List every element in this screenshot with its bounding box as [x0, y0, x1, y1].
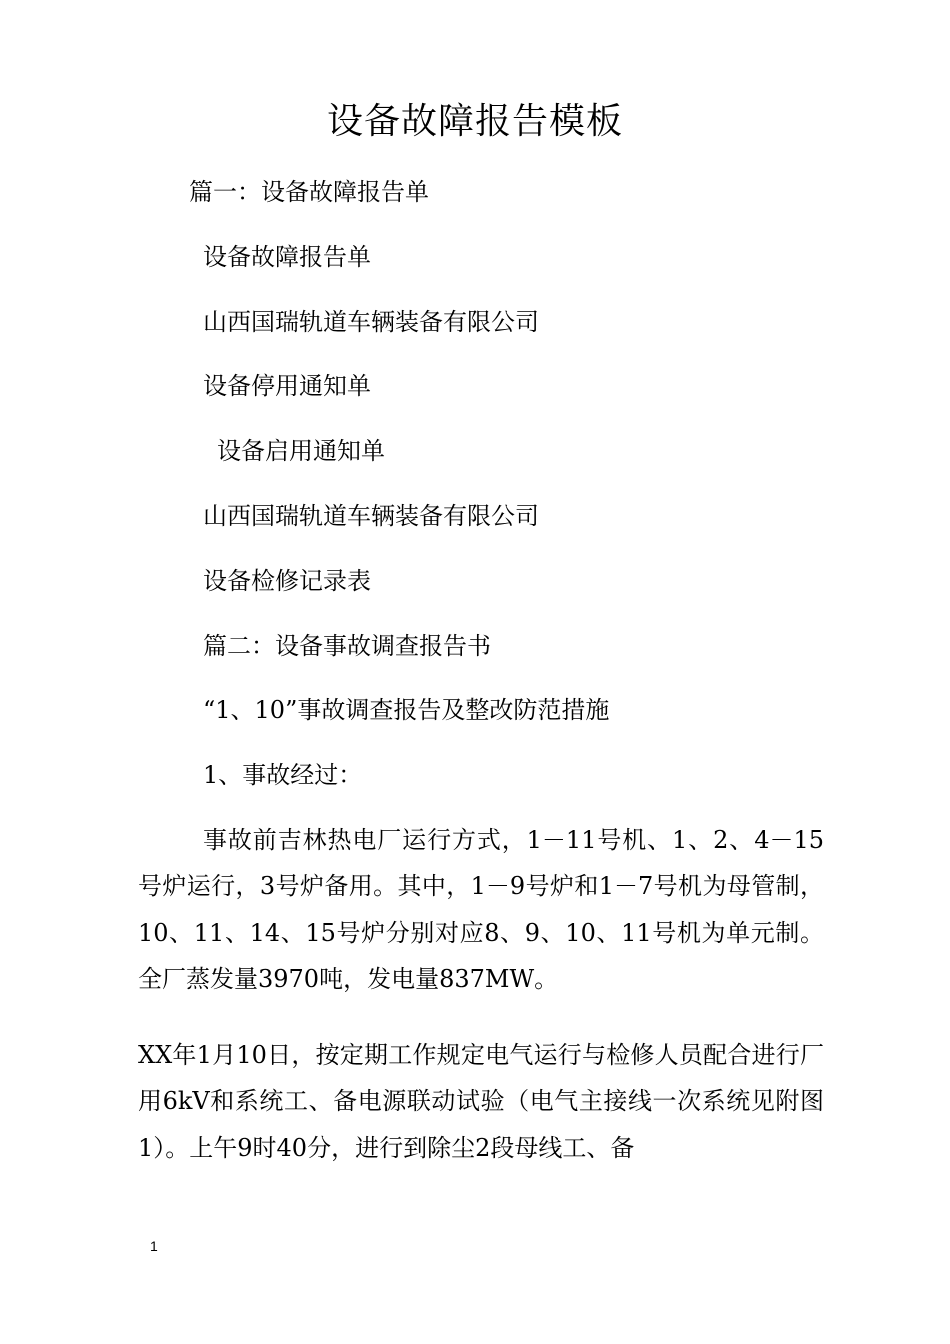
- part1-heading: 篇一：设备故障报告单: [189, 178, 429, 206]
- document-title: 设备故障报告模板: [326, 101, 623, 142]
- report-form-line: 设备故障报告单: [203, 243, 371, 271]
- start-notice-line: 设备启用通知单: [217, 437, 385, 465]
- part2-heading: 篇二：设备事故调查报告书: [203, 632, 491, 660]
- report-title-line: “1、10”事故调查报告及整改防范措施: [203, 696, 610, 724]
- repair-record-line: 设备检修记录表: [203, 567, 371, 595]
- paragraph-accident-before: 事故前吉林热电厂运行方式，1－11号机、1、2、4－15号炉运行，3号炉备用。其中，1－9号炉和1－7号机为母管制，10、11、14、15号炉分别对应8、9、10、11号机为单元制。全厂蒸发量3970吨，发电量837MW。: [138, 826, 824, 993]
- company-line-2: 山西国瑞轨道车辆装备有限公司: [203, 502, 539, 530]
- company-line-1: 山西国瑞轨道车辆装备有限公司: [203, 308, 539, 336]
- stop-notice-line: 设备停用通知单: [203, 372, 371, 400]
- paragraph-test-description: XX年1月10日，按定期工作规定电气运行与检修人员配合进行厂用6kV和系统工、备电源联动试验（电气主接线一次系统见附图1）。上午9时40分，进行到除尘2段母线工、备: [138, 1041, 824, 1162]
- page-number: 1: [150, 1238, 158, 1254]
- section-heading: 1、事故经过：: [203, 761, 363, 789]
